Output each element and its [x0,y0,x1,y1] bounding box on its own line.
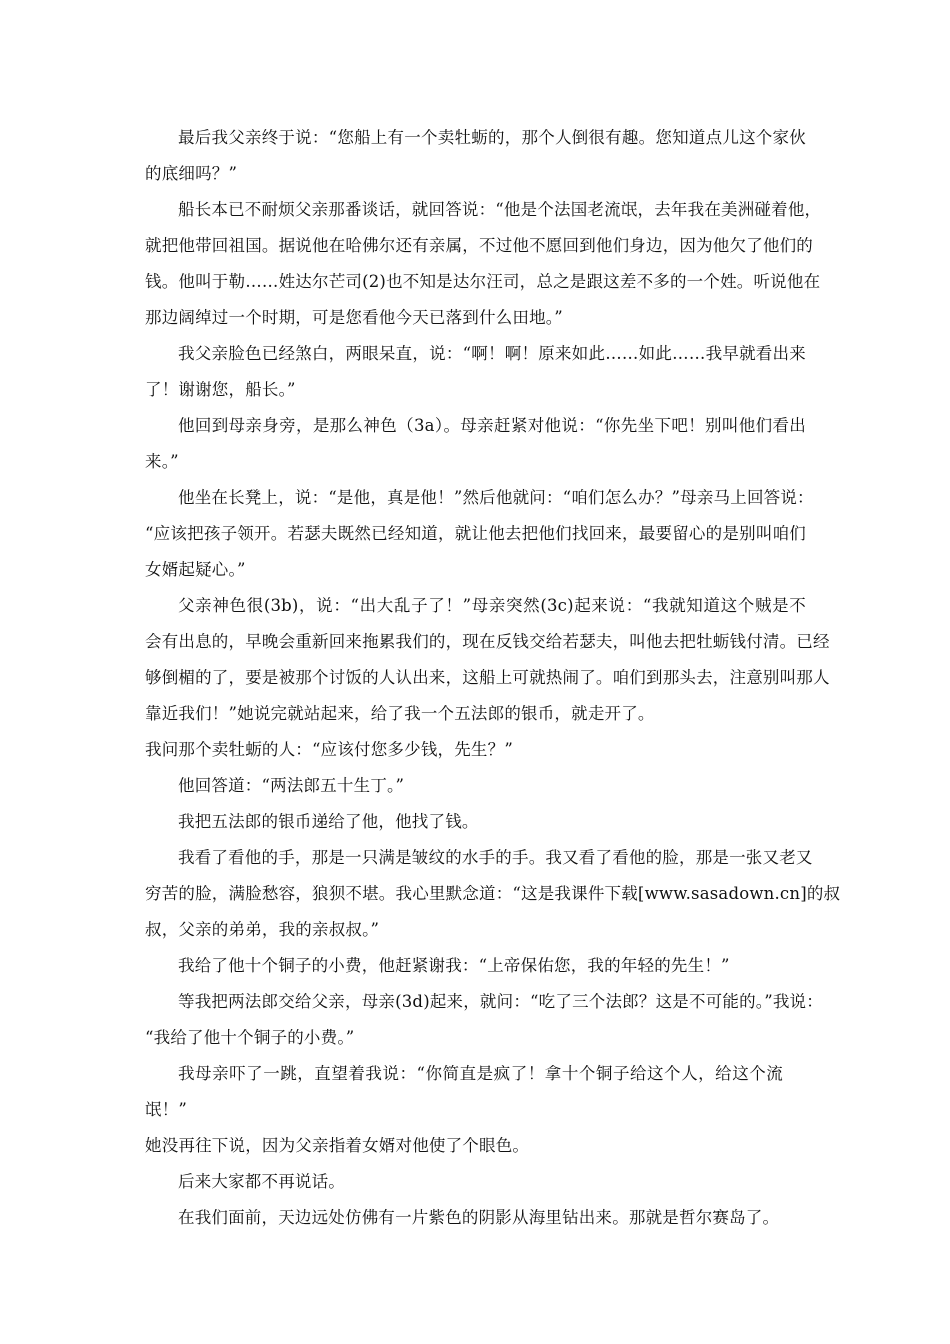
text-line: 我给了他十个铜子的小费，他赶紧谢我：“上帝保佑您，我的年轻的先生！” [178,956,730,975]
text-line: 够倒楣的了，要是被那个讨饭的人认出来，这船上可就热闹了。咱们到那头去，注意别叫那人 [145,668,830,687]
text-line: 我母亲吓了一跳，直望着我说：“你简直是疯了！拿十个铜子给这个人，给这个流 [178,1064,783,1083]
text-line: 叔，父亲的弟弟，我的亲叔叔。” [145,920,380,939]
text-line: 等我把两法郎交给父亲，母亲(3d)起来，就问：“吃了三个法郎？这是不可能的。”我说： [178,992,823,1011]
text-line: “我给了他十个铜子的小费。” [145,1028,355,1047]
text-line: 那边阔绰过一个时期，可是您看他今天已落到什么田地。” [145,308,563,327]
text-line: 在我们面前，天边远处仿佛有一片紫色的阴影从海里钻出来。那就是哲尔赛岛了。 [178,1208,780,1227]
text-line: 她没再往下说，因为父亲指着女婿对他使了个眼色。 [145,1136,530,1155]
text-line: 钱。他叫于勒……姓达尔芒司(2)也不知是达尔汪司，总之是跟这差不多的一个姓。听说他在 [145,272,821,291]
text-line: 最后我父亲终于说：“您船上有一个卖牡蛎的，那个人倒很有趣。您知道点儿这个家伙 [178,128,806,147]
text-line: 他回答道：“两法郎五十生丁。” [178,776,405,795]
text-line: “应该把孩子领开。若瑟夫既然已经知道，就让他去把他们找回来，最要留心的是别叫咱们 [145,524,806,543]
text-line: 来。” [145,452,179,471]
text-line: 氓！” [145,1100,188,1119]
text-line: 的底细吗？” [145,164,238,183]
text-line: 我父亲脸色已经煞白，两眼呆直，说：“啊！啊！原来如此……如此……我早就看出来 [178,344,806,363]
text-line: 女婿起疑心。” [145,560,246,579]
text-line: 了！谢谢您，船长。” [145,380,296,399]
text-line: 他坐在长凳上，说：“是他，真是他！”然后他就问：“咱们怎么办？”母亲马上回答说： [178,488,814,507]
text-line: 父亲神色很(3b)，说：“出大乱子了！”母亲突然(3c)起来说：“我就知道这个贼是不 [178,596,806,615]
text-line: 穷苦的脸，满脸愁容，狼狈不堪。我心里默念道：“这是我课件下载[www.sasadown.cn]的叔 [145,884,841,903]
text-line: 靠近我们！”她说完就站起来，给了我一个五法郎的银币，就走开了。 [145,704,655,723]
text-line: 船长本已不耐烦父亲那番谈话，就回答说：“他是个法国老流氓，去年我在美洲碰着他， [178,200,822,219]
text-line: 他回到母亲身旁，是那么神色（3a）。母亲赶紧对他说：“你先坐下吧！别叫他们看出 [178,416,806,435]
text-line: 我问那个卖牡蛎的人：“应该付您多少钱，先生？” [145,740,513,759]
text-line: 后来大家都不再说话。 [178,1172,345,1191]
text-line: 会有出息的，早晚会重新回来拖累我们的，现在反钱交给若瑟夫，叫他去把牡蛎钱付清。已经 [145,632,830,651]
text-line: 我看了看他的手，那是一只满是皱纹的水手的手。我又看了看他的脸，那是一张又老又 [178,848,813,867]
text-line: 我把五法郎的银币递给了他，他找了钱。 [178,812,479,831]
text-line: 就把他带回祖国。据说他在哈佛尔还有亲属，不过他不愿回到他们身边，因为他欠了他们的 [145,236,813,255]
